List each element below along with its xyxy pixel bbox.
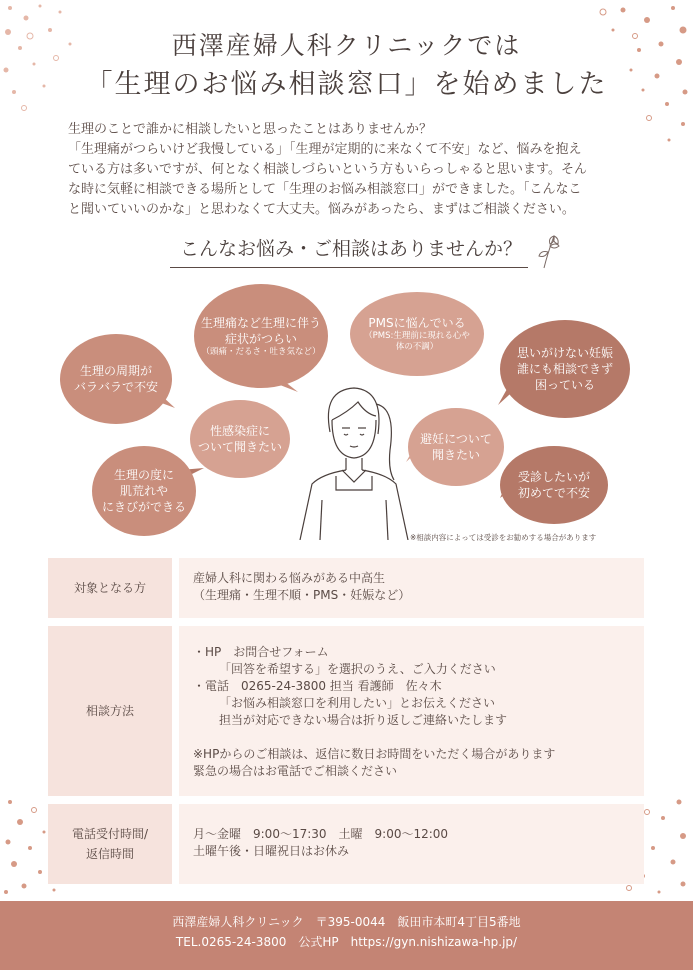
cell-line: 緊急の場合はお電話でご相談ください xyxy=(193,764,398,778)
bubble-pms xyxy=(350,292,484,376)
cell-line: 産婦人科に関わる悩みがある中高生 xyxy=(193,571,386,585)
bubble-text: 初めてで不安 xyxy=(517,486,590,500)
bubble-text: 避妊について xyxy=(420,432,492,446)
bubble-text: 生理の度に xyxy=(113,468,174,482)
footer-contact: TEL.0265-24-3800 公式HP https://gyn.nishizawa-hp.jp/ xyxy=(175,935,518,949)
row-label-line: 電話受付時間/ xyxy=(71,827,149,841)
bubble-irregular-cycle xyxy=(60,334,172,424)
bubble-note: （PMS:生理前に現れる心や体の不調） xyxy=(364,331,470,352)
bubble-text: バラバラで不安 xyxy=(73,380,158,394)
row-method xyxy=(48,626,644,796)
bubble-text: 性感染症に xyxy=(209,424,270,438)
cell-line: （生理痛・生理不順・PMS・妊娠など） xyxy=(193,588,411,602)
row-content xyxy=(179,558,644,618)
cell-line: 「お悩み相談窓口を利用したい」とお伝えください xyxy=(219,696,496,710)
intro-line: ている方は多いですが、何となく相談しづらいという方もいらっしゃると思います。そん xyxy=(68,162,587,177)
bubble-period-pain xyxy=(194,284,328,388)
row-label: 対象となる方 xyxy=(48,558,172,618)
bubble-text: 困っている xyxy=(534,378,595,392)
row-hours xyxy=(48,804,644,884)
bubble-unexpected-pregnancy xyxy=(500,320,630,418)
row-target xyxy=(48,558,644,618)
bubble-text: ついて聞きたい xyxy=(197,440,282,454)
cell-line: ・HP お問合せフォーム xyxy=(193,645,329,659)
cell-line: 「回答を希望する」を選択のうえ、ご入力ください xyxy=(219,662,496,676)
intro-line: 「生理痛がつらいけど我慢している」「生理が定期的に来なくて不安」など、悩みを抱え xyxy=(68,142,582,157)
consult-note: ※相談内容によっては受診をお勧めする場合があります xyxy=(410,533,597,542)
row-content xyxy=(179,804,644,884)
bubble-text: 肌荒れや xyxy=(119,484,168,498)
bubble-skin-issues xyxy=(92,446,196,536)
footer-address: 西澤産婦人科クリニック 〒395-0044 飯田市本町4丁目5番地 xyxy=(172,915,521,929)
row-label-line: 返信時間 xyxy=(85,847,134,861)
row-content xyxy=(179,626,644,796)
bubble-text: PMSに悩んでいる xyxy=(368,316,466,330)
row-label: 相談方法 xyxy=(48,626,172,796)
girl-illustration xyxy=(292,380,412,540)
cell-line: ・電話 0265-24-3800 担当 看護師 佐々木 xyxy=(193,679,442,693)
bubble-text: にきびができる xyxy=(101,500,186,514)
cell-line: 月～金曜 9:00～17:30 土曜 9:00～12:00 xyxy=(193,827,449,841)
cell-line: 担当が対応できない場合は折り返しご連絡いたします xyxy=(219,713,508,727)
title-line-2: 「生理のお悩み相談窓口」を始めました xyxy=(85,69,608,100)
bubble-text: 思いがけない妊娠 xyxy=(516,346,613,360)
cell-line: 土曜午後・日曜祝日はお休み xyxy=(193,844,350,858)
bubble-std xyxy=(190,400,290,478)
footer xyxy=(0,901,693,970)
bubble-text: 受診したいが xyxy=(517,470,590,484)
bubble-note: （頭痛・だるさ・吐き気など） xyxy=(201,346,321,357)
bubble-text: 聞きたい xyxy=(431,448,480,462)
bubble-contraception xyxy=(408,408,504,486)
intro-line: な時に気軽に相談できる場所として「生理のお悩み相談窓口」ができました。「こんなこ xyxy=(68,182,582,197)
intro-line: 生理のことで誰かに相談したいと思ったことはありませんか？ xyxy=(68,122,433,137)
cell-line xyxy=(193,729,630,746)
bubble-text: 誰にも相談できず xyxy=(516,362,613,376)
cell-line: ※HPからのご相談は、返信に数日お時間をいただく場合があります xyxy=(193,747,556,761)
bubble-text: 症状がつらい xyxy=(224,331,297,346)
intro-line: と聞いていいのかな」と思わなくて大丈夫。悩みがあったら、まずはご相談ください。 xyxy=(68,202,575,217)
title-line-1: 西澤産婦人科クリニックでは xyxy=(171,31,522,60)
bubble-text: 生理の周期が xyxy=(79,364,152,378)
bubble-text: 生理痛など生理に伴う xyxy=(200,315,321,330)
row-label xyxy=(48,804,172,884)
bubble-first-visit xyxy=(500,446,608,524)
section-subheading: こんなお悩み・ご相談はありませんか？ xyxy=(180,238,523,260)
